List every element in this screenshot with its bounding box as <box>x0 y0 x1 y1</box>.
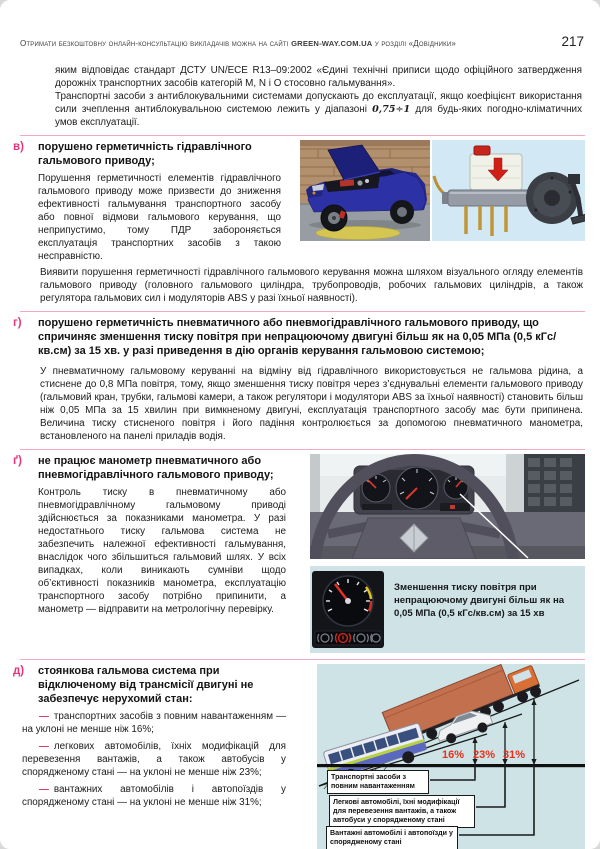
brake-warning-light <box>450 505 455 509</box>
header-note-text: Отримати безкоштовну онлайн-консультацію викладачів можна на сайті <box>20 39 289 48</box>
section-g-letter: г) <box>13 317 22 329</box>
intro-p2-tail: для будь-яких погодно-кліматичних умов експлуатації. <box>55 104 583 128</box>
section-d-text <box>22 664 286 849</box>
diagram-label-cars-buses: Легкові автомобілі, їхні модифікації для перевезення вантажів, а також автобуси у спорядженому стані <box>329 795 475 828</box>
truck-cab-photo <box>310 454 585 559</box>
diagram-label-trucks: Вантажні автомобілі і автопоїзди у спорядженому стані <box>326 826 458 849</box>
section-g <box>13 316 585 362</box>
section-gg-text <box>38 454 286 653</box>
pressure-drop-caption-panel <box>310 566 585 653</box>
section-gg-body: Контроль тиску в пневматичному або пневмогідравлічному гальмовому приводі здійснюється за показниками манометра. У разі недостатнього тиску гальмова система не забезпечить належної ефективності гальмування, внаслідок чого збільшиться гальмовий шлях. У всіх випадках, коли виникають сумніви щодо об’єктивності показників манометра, експлуатацію транспортного засобу потрібно припинити, а манометр — відправити на метрологічну перевірку. <box>38 487 286 615</box>
section-divider <box>20 659 585 660</box>
pressure-drop-caption: Зменшення тиску повітря при непрацюючому двигуні більш як на 0,05 МПа (0,5 кГс/кв.см) за 15 хв <box>394 582 565 619</box>
section-g-heading: порушено герметичність пневматичного або пневмогідравлічного гальмового приводу, що спричиняє зменшення тиску повітря при непрацюючому двигуні більш як на 0,05 МПа (0,5 кГс/кв.см) за 15 хв. у разі приведення в дію органів керування гальмовою системою; <box>38 317 557 357</box>
parking-brake-incline-diagram <box>317 664 585 849</box>
intro-paragraphs <box>55 64 582 129</box>
section-v-continuation: Виявити порушення герметичності гідравлічного гальмового керування можна шляхом візуального огляду елементів гальмового приводу (головного гальмового циліндра, трубопроводів, робочих гальмових циліндрів, а також регулятора гальмових сил і модуляторів ABS у разі їхньої наявності). <box>40 267 583 304</box>
intro-paragraph-2 <box>55 90 582 129</box>
intro-p2-text: Транспортні засоби з антиблокувальними системами допускають до експлуатації, якщо коефіцієнт використання сили зчеплення антиблокувальною системою лежить у діапазоні <box>55 91 582 115</box>
intro-p2-range-value: 0,75÷1 <box>372 104 411 115</box>
bullet-dash: — <box>39 784 49 795</box>
section-v-text <box>38 140 281 263</box>
incline-percent-23: 23% <box>473 749 496 761</box>
header-note <box>20 39 456 48</box>
running-header <box>20 34 584 49</box>
section-d-heading: стоянкова гальмова система при відключеному від трансмісії двигуні не забезпечує нерухомий стан: <box>38 665 254 705</box>
section-divider <box>20 449 585 450</box>
car-fluid-leak-photo <box>300 140 430 241</box>
section-gg-heading: не працює манометр пневматичного або пневмогідравлічного гальмового приводу; <box>38 455 274 481</box>
pressure-gauge-closeup <box>312 571 384 648</box>
section-d <box>13 664 585 849</box>
bullet-dash: — <box>39 741 49 752</box>
diagram-label-full-load: Транспортні засоби з повним навантаженням <box>327 770 429 794</box>
section-g-body: У пневматичному гальмовому керуванні на відміну від гідравлічного використовується не гальмова рідина, а стиснене до 0,8 МПа повітря, тому, якщо зменшення тиску повітря через з’єднувальні елементи гальмового приводу (гальмовий кран, трубки, гальмові камери, а також регулятори і модулятори ABS за їхньої наявності) становить більш ніж 0,05 МПа за 15 хвилин при вимкненому двигуні, експлуатація транспортного засобу має бути припинена. Величина тиску стисненого повітря і його падіння контролюється за допомогою пневматичного манометра, встановленого на панелі приладів водія. <box>40 366 583 442</box>
bullet-text: вантажних автомобілів і автопоїздів у спорядженому стані — на уклоні не менше ніж 31%; <box>22 784 286 808</box>
master-cylinder-diagram <box>432 140 585 241</box>
intro-paragraph-1: яким відповідає стандарт ДСТУ UN/ECE R13–09:2002 «Єдині технічні приписи щодо офіційного затвердження дорожніх транспортних засобів категорій M, N і О стосовно гальмування». <box>55 65 582 89</box>
list-item <box>22 783 286 809</box>
section-divider <box>20 135 585 136</box>
bullet-dash: — <box>39 711 49 722</box>
incline-percent-16: 16% <box>442 749 465 761</box>
section-gg <box>13 454 585 653</box>
header-site-url: GREEN-WAY.COM.UA <box>291 39 373 48</box>
list-item <box>22 710 286 736</box>
header-note-suffix: у розділі «Довідники» <box>374 39 457 48</box>
section-v-heading: порушено герметичність гідравлічного гальмового приводу; <box>38 141 252 167</box>
bullet-text: транспортних засобів з повним навантаженням — на уклоні не менше ніж 16%; <box>22 711 286 735</box>
section-gg-letter: ґ) <box>13 455 22 467</box>
section-v-letter: в) <box>13 141 24 153</box>
section-v-body: Порушення герметичності елементів гідравлічного гальмового приводу може призвести до зниження ефективності гальмування транспортного засобу або повної відмови гальмового керування, що неприпустимо, тому ПДР забороняється експлуатація транспортних засобів з такою несправністю. <box>38 173 281 262</box>
section-g-text <box>38 316 585 362</box>
section-d-letter: д) <box>13 665 25 677</box>
section-v <box>13 140 585 263</box>
page-number: 217 <box>561 34 584 49</box>
list-item <box>22 740 286 779</box>
section-divider <box>20 311 585 312</box>
incline-percent-31: 31% <box>503 749 526 761</box>
bullet-text: легкових автомобілів, їхніх модифікацій для перевезення вантажів, а також автобусів у спорядженому стані — на уклоні не менше ніж 23%; <box>22 741 286 778</box>
truck-dashboard-illustration <box>310 454 585 653</box>
hydraulic-brake-illustration <box>300 140 585 263</box>
